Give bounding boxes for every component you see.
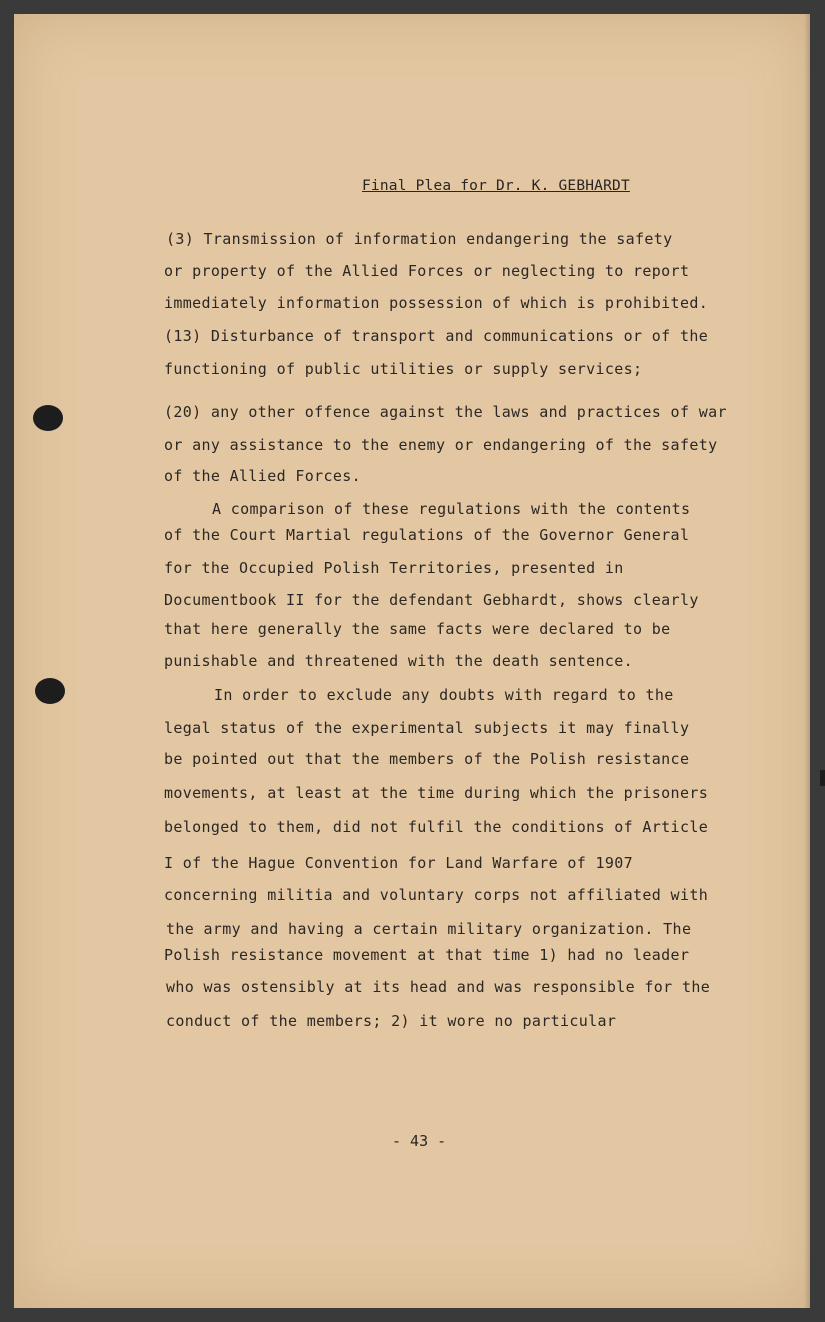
text-line: movements, at least at the time during which the prisoners bbox=[164, 784, 709, 802]
text-line: of the Allied Forces. bbox=[164, 467, 361, 485]
text-line: A comparison of these regulations with the contents bbox=[212, 500, 691, 518]
document-title: Final Plea for Dr. K. GEBHARDT bbox=[362, 178, 630, 194]
page-number: - 43 - bbox=[392, 1132, 447, 1150]
text-line: or any assistance to the enemy or endangering of the safety bbox=[164, 436, 718, 454]
edge-mark bbox=[820, 770, 825, 786]
text-line: (13) Disturbance of transport and communications or of the bbox=[164, 327, 709, 345]
text-line: for the Occupied Polish Territories, presented in bbox=[164, 559, 624, 577]
text-line: Polish resistance movement at that time 1) had no leader bbox=[164, 946, 690, 964]
text-line: (3) Transmission of information endangering the safety bbox=[166, 230, 673, 248]
text-line: that here generally the same facts were declared to be bbox=[164, 620, 671, 638]
text-line: I of the Hague Convention for Land Warfare of 1907 bbox=[164, 854, 634, 872]
text-line: who was ostensibly at its head and was responsible for the bbox=[166, 978, 711, 996]
text-line: immediately information possession of which is prohibited. bbox=[164, 294, 709, 312]
punch-hole-icon bbox=[35, 678, 65, 704]
text-line: the army and having a certain military organization. The bbox=[166, 920, 692, 938]
text-line: Documentbook II for the defendant Gebhardt, shows clearly bbox=[164, 591, 699, 609]
text-line: In order to exclude any doubts with regard to the bbox=[214, 686, 674, 704]
text-line: belonged to them, did not fulfil the conditions of Article bbox=[164, 818, 709, 836]
text-line: conduct of the members; 2) it wore no particular bbox=[166, 1012, 617, 1030]
text-line: concerning militia and voluntary corps not affiliated with bbox=[164, 886, 709, 904]
text-line: of the Court Martial regulations of the Governor General bbox=[164, 526, 690, 544]
text-line: (20) any other offence against the laws and practices of war bbox=[164, 403, 727, 421]
text-line: be pointed out that the members of the Polish resistance bbox=[164, 750, 690, 768]
text-line: punishable and threatened with the death sentence. bbox=[164, 652, 634, 670]
text-line: functioning of public utilities or supply services; bbox=[164, 360, 643, 378]
text-line: or property of the Allied Forces or neglecting to report bbox=[164, 262, 690, 280]
text-line: legal status of the experimental subjects it may finally bbox=[164, 719, 690, 737]
punch-hole-icon bbox=[33, 405, 63, 431]
